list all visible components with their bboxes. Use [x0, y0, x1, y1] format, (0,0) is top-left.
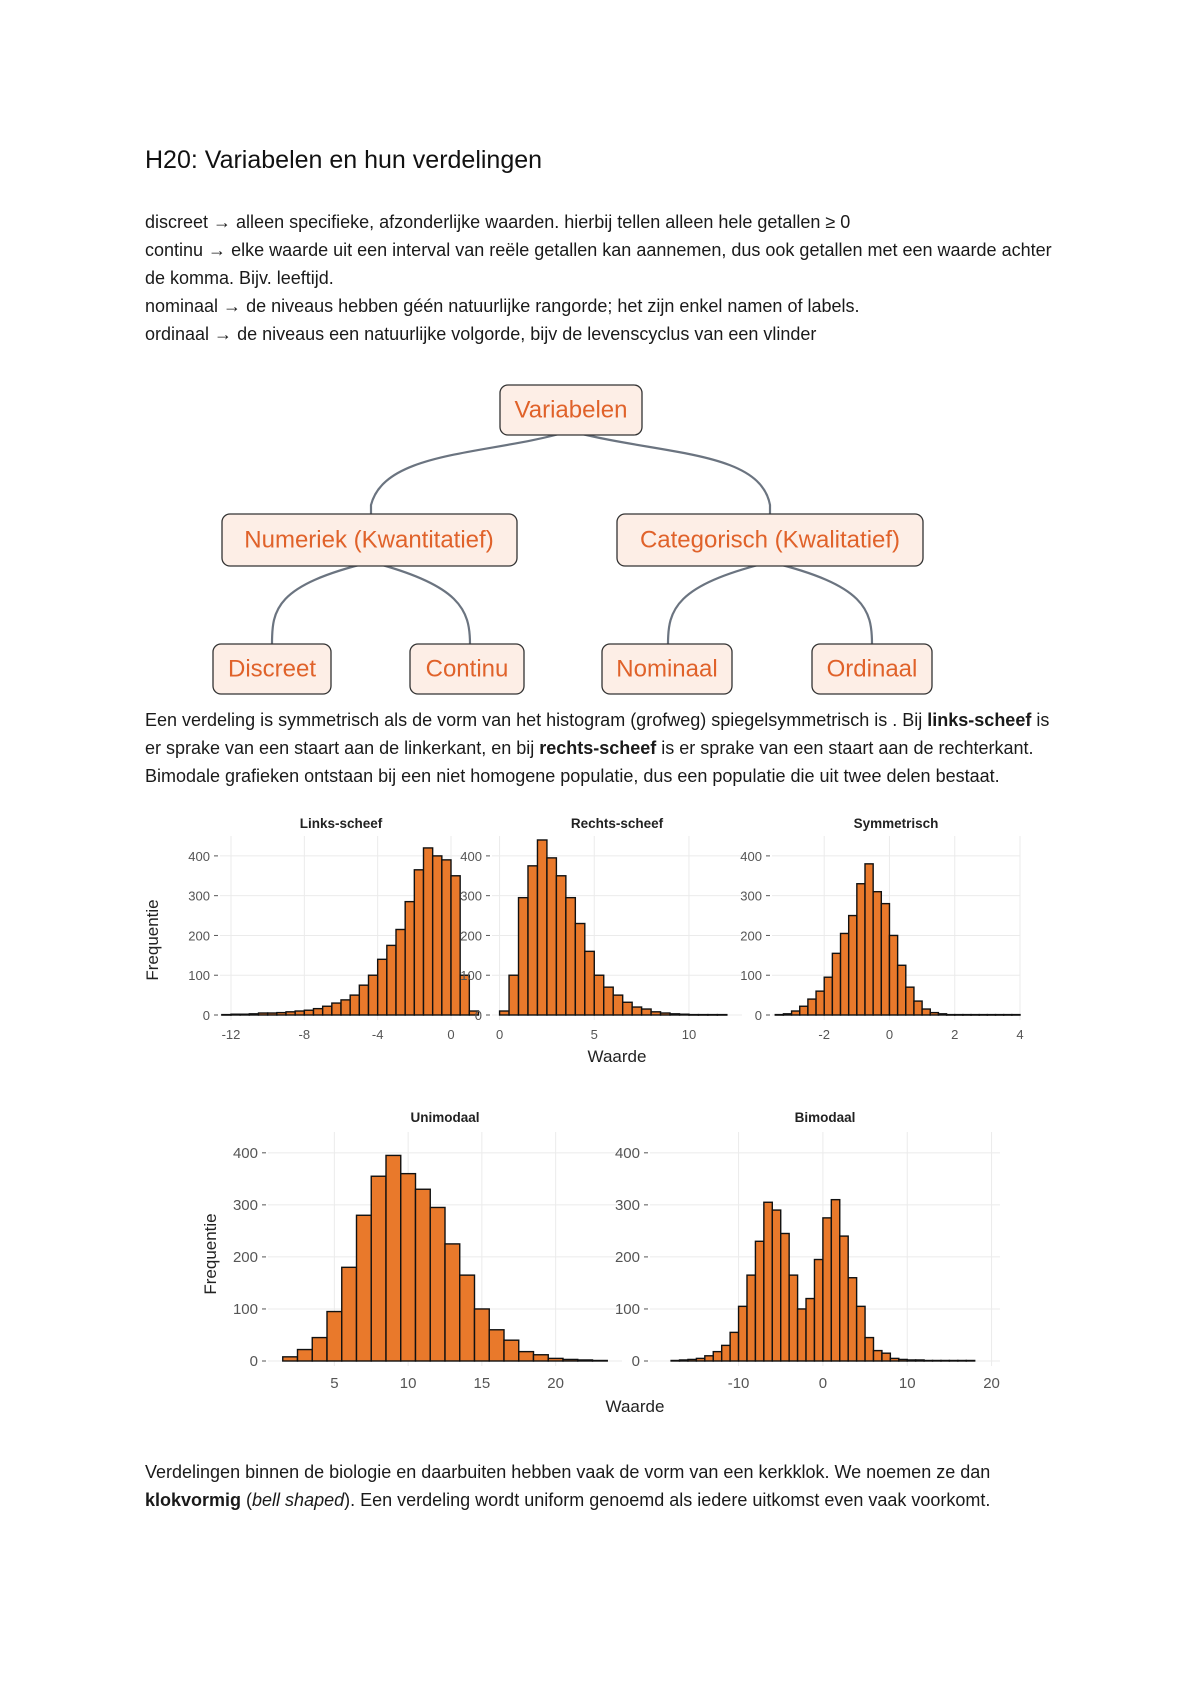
histogram-bar	[489, 1330, 504, 1361]
x-tick-label: 10	[399, 1375, 417, 1392]
paragraph-text: is er sprake van een staart aan de linkerkant, en bij	[145, 710, 1050, 758]
tree-node-label: Numeriek (Kwantitatief)	[244, 526, 494, 554]
histogram-bar	[593, 1360, 608, 1361]
histogram-bar	[696, 1358, 704, 1361]
histogram-bar	[594, 975, 603, 1015]
histogram-bar	[547, 858, 556, 1015]
histogram-bar	[840, 1236, 848, 1361]
bold-term: links-scheef	[927, 710, 1032, 730]
histogram-bar	[359, 985, 368, 1015]
y-tick-label: 200	[740, 928, 762, 944]
y-tick-label: 0	[631, 1353, 640, 1370]
histogram-bar	[857, 884, 865, 1015]
histogram-bar	[312, 1338, 327, 1361]
histogram-bar	[563, 1359, 578, 1361]
histogram-bar	[651, 1012, 660, 1015]
histogram-bar	[823, 1218, 831, 1361]
y-tick-label: 100	[614, 1300, 640, 1318]
histogram-bar	[816, 991, 824, 1015]
histogram-bar	[689, 1015, 698, 1016]
histogram-bar	[747, 1275, 755, 1361]
histogram-bar	[783, 1014, 791, 1015]
histogram-bar	[955, 1015, 963, 1016]
histogram-bar	[585, 951, 594, 1015]
y-tick-label: 100	[740, 968, 762, 984]
y-tick-label: 300	[188, 888, 210, 904]
histogram-bar	[680, 1360, 688, 1361]
histogram-bar	[890, 1358, 898, 1361]
histogram-bar	[378, 959, 387, 1015]
histogram-bar	[708, 1015, 717, 1016]
histogram-bar	[881, 904, 889, 1015]
x-tick-label: 2	[951, 1027, 959, 1042]
y-tick-label: 300	[740, 888, 762, 904]
y-tick-label: 0	[474, 1008, 482, 1023]
histogram-bar	[548, 1358, 563, 1361]
histogram-bar	[705, 1356, 713, 1361]
histogram-bar	[671, 1360, 679, 1361]
histogram-bar	[623, 1002, 632, 1015]
histogram-bar	[806, 1299, 814, 1361]
histogram-bar	[717, 1015, 726, 1016]
chart-title: Bimodaal	[794, 1110, 856, 1125]
histogram-bar	[882, 1353, 890, 1361]
histogram-bar	[924, 1360, 932, 1361]
histogram-bar	[341, 1000, 350, 1015]
arrow-glyph: →	[208, 212, 237, 232]
tree-node-label: Ordinaal	[826, 655, 918, 683]
histogram-bar	[298, 1350, 313, 1361]
histogram-bar	[808, 999, 816, 1015]
y-tick-label: 0	[754, 1008, 762, 1023]
tree-node-label: Variabelen	[514, 396, 628, 424]
histogram-bar	[500, 1011, 509, 1015]
histogram-bar	[916, 1360, 924, 1361]
y-tick-label: 200	[188, 928, 210, 944]
histogram-bar	[314, 1009, 323, 1015]
histogram-bar	[798, 1309, 806, 1361]
histogram-bar	[938, 1014, 946, 1015]
page-title: H20: Variabelen en hun verdelingen	[145, 146, 543, 174]
histogram-bar	[907, 1360, 915, 1361]
histogram-bar	[971, 1015, 979, 1016]
y-tick-label: 400	[740, 848, 762, 864]
italic-term: bell shaped	[252, 1490, 345, 1510]
tree-node-label: Categorisch (Kwalitatief)	[639, 526, 901, 554]
definition-text: alleen specifieke, afzonderlijke waarden. hierbij tellen alleen hele getallen ≥ 0	[236, 212, 851, 232]
arrow-glyph: →	[203, 240, 232, 260]
histogram-bar	[357, 1215, 372, 1361]
histogram-bar	[387, 945, 396, 1015]
y-tick-label: 400	[614, 1144, 640, 1162]
definition-term: discreet	[145, 212, 209, 232]
x-tick-label: 5	[590, 1027, 598, 1042]
histogram-bar	[661, 1013, 670, 1015]
y-axis-label: Frequentie	[201, 1213, 220, 1295]
x-tick-label: -10	[727, 1375, 750, 1392]
y-tick-label: 100	[460, 968, 482, 984]
y-tick-label: 300	[614, 1196, 640, 1214]
histogram-bar	[792, 1011, 800, 1015]
bold-term: rechts-scheef	[539, 738, 657, 758]
x-axis-label: Waarde	[587, 1047, 647, 1066]
y-tick-label: 300	[232, 1196, 258, 1214]
y-tick-label: 400	[188, 848, 210, 864]
histogram-bar	[259, 1013, 268, 1015]
histogram-bar	[371, 1176, 386, 1361]
histogram-bar	[688, 1359, 696, 1361]
y-tick-label: 0	[249, 1353, 258, 1370]
y-tick-label: 200	[460, 928, 482, 944]
histogram-bar	[509, 975, 518, 1015]
paragraph-text: ). Een verdeling wordt uniform genoemd als iedere uitkomst even vaak voorkomt.	[344, 1490, 991, 1510]
x-tick-label: -4	[371, 1027, 384, 1042]
histogram-bar	[824, 977, 832, 1015]
histogram-bar	[698, 1015, 707, 1016]
histogram-bar	[800, 1006, 808, 1015]
histogram-bar	[414, 870, 423, 1015]
x-tick-label: 0	[818, 1375, 828, 1392]
histogram-bar	[575, 924, 584, 1015]
histogram-bar	[775, 1015, 783, 1016]
histogram-bar	[930, 1013, 938, 1015]
y-tick-label: 0	[202, 1008, 210, 1023]
x-axis-label: Waarde	[605, 1397, 665, 1416]
histogram-bar	[1004, 1015, 1012, 1016]
y-tick-label: 100	[188, 968, 210, 984]
histogram-bar	[922, 1009, 930, 1015]
x-tick-label: 4	[1016, 1027, 1024, 1042]
definition-term: nominaal	[145, 296, 219, 316]
histogram-bar	[401, 1174, 416, 1361]
histogram-bar	[755, 1241, 763, 1361]
histogram-bar	[849, 916, 857, 1015]
y-tick-label: 400	[232, 1144, 258, 1162]
histogram-bar	[445, 1244, 460, 1361]
histogram-bar	[416, 1189, 431, 1361]
x-tick-label: 5	[330, 1375, 339, 1392]
bell-shape-paragraph	[145, 1458, 1065, 1514]
histogram-bar	[519, 898, 528, 1015]
tree-node-label: Continu	[425, 655, 509, 683]
histogram-bar	[277, 1013, 286, 1015]
histogram-bar	[889, 935, 897, 1015]
histogram-bar	[906, 987, 914, 1015]
histogram-bar	[613, 995, 622, 1015]
histogram-bar	[1012, 1015, 1020, 1016]
histogram-bar	[848, 1278, 856, 1361]
histogram-bar	[534, 1355, 549, 1361]
histogram-bar	[898, 965, 906, 1015]
histogram-bar	[405, 902, 414, 1015]
histogram-bar	[396, 929, 405, 1015]
histogram-bar	[342, 1267, 357, 1361]
x-tick-label: 10	[681, 1027, 697, 1042]
y-tick-label: 100	[232, 1300, 258, 1318]
histogram-bar	[460, 1275, 475, 1361]
arrow-glyph: →	[209, 324, 238, 344]
x-tick-label: 0	[447, 1027, 455, 1042]
histogram-bar	[873, 1351, 881, 1361]
histogram-bar	[832, 953, 840, 1015]
histogram-bar	[941, 1360, 949, 1361]
x-tick-label: 0	[885, 1027, 894, 1042]
histogram-bar	[730, 1332, 738, 1361]
histogram-bar	[604, 987, 613, 1015]
x-tick-label: 20	[547, 1375, 564, 1392]
histogram-bar	[504, 1340, 519, 1361]
histogram-bar	[578, 1360, 593, 1361]
histogram-bar	[642, 1009, 651, 1015]
histogram-bar	[963, 1015, 971, 1016]
x-tick-label: 10	[898, 1375, 916, 1392]
histogram-bar	[475, 1309, 490, 1361]
tree-node-label: Nominaal	[616, 655, 718, 683]
histogram-bar	[442, 860, 451, 1015]
histogram-bar	[451, 876, 460, 1015]
definition-text: de niveaus hebben géén natuurlijke rangorde; het zijn enkel namen of labels.	[246, 296, 860, 316]
histogram-bar	[286, 1012, 295, 1015]
histogram-bar	[722, 1345, 730, 1361]
histogram-bar	[764, 1202, 772, 1361]
x-tick-label: -2	[818, 1027, 830, 1042]
x-tick-label: -12	[221, 1027, 241, 1042]
histogram-bar	[632, 1007, 641, 1015]
x-tick-label: -8	[298, 1027, 311, 1042]
histogram-bar	[240, 1014, 249, 1015]
histogram-bar	[433, 856, 442, 1015]
histogram-bar	[231, 1014, 240, 1015]
histogram-bar	[323, 1006, 332, 1015]
y-axis-label: Frequentie	[143, 899, 162, 981]
paragraph-text: Een verdeling is symmetrisch als de vorm van het histogram (grofweg) spiegelsymmetrisch is . Bij	[145, 710, 928, 730]
histogram-bar	[304, 1010, 313, 1015]
histogram-bar	[528, 866, 537, 1015]
histogram-bar	[332, 1003, 341, 1015]
definition-term: ordinaal	[145, 324, 210, 344]
histogram-bar	[268, 1013, 277, 1015]
chart-title: Links-scheef	[299, 816, 383, 831]
histogram-bar	[933, 1360, 941, 1361]
x-tick-label: 20	[983, 1375, 1000, 1392]
histogram-bar	[249, 1014, 258, 1015]
histogram-bar	[222, 1015, 231, 1016]
definition-text: de niveaus een natuurlijke volgorde, bijv de levenscyclus van een vlinder	[237, 324, 817, 344]
histogram-bar	[680, 1014, 689, 1015]
histogram-bar	[987, 1015, 995, 1016]
histogram-bar	[958, 1360, 966, 1361]
histogram-bar	[873, 892, 881, 1015]
paragraph-text: is er sprake van een staart aan de rechterkant. Bimodale grafieken ontstaan bij een niet homogene populatie, dus een populatie die uit twee delen bestaat.	[145, 738, 1034, 786]
paragraph-text: (	[241, 1490, 253, 1510]
histogram-bar	[424, 848, 433, 1015]
histogram-bar	[537, 840, 546, 1015]
definition-term: continu	[145, 240, 204, 260]
chart-title: Rechts-scheef	[570, 816, 664, 831]
histogram-bar	[865, 1338, 873, 1361]
histogram-bar	[947, 1015, 955, 1016]
histogram-bar	[781, 1233, 789, 1361]
histogram-bar	[857, 1306, 865, 1361]
histogram-bar	[369, 975, 378, 1015]
histogram-bar	[519, 1352, 534, 1361]
y-tick-label: 200	[232, 1248, 258, 1266]
histogram-bar	[327, 1312, 342, 1361]
definition-text: elke waarde uit een interval van reële getallen kan aannemen, dus ook getallen met een waarde achter de komma. Bijv. leeftijd.	[145, 240, 1052, 288]
histogram-bar	[996, 1015, 1004, 1016]
paragraph-text: Verdelingen binnen de biologie en daarbuiten hebben vaak de vorm van een kerkklok. We noemen ze dan	[145, 1462, 991, 1482]
x-tick-label: 0	[495, 1027, 504, 1042]
histogram-bar	[949, 1360, 957, 1361]
histogram-bar	[979, 1015, 987, 1016]
histogram-bar	[814, 1260, 822, 1361]
histogram-bar	[739, 1306, 747, 1361]
histogram-bar	[430, 1207, 445, 1361]
histogram-bar	[295, 1011, 304, 1015]
y-tick-label: 300	[460, 888, 482, 904]
histogram-bar	[556, 876, 565, 1015]
histogram-bar	[789, 1275, 797, 1361]
histogram-bar	[914, 1001, 922, 1015]
arrow-glyph: →	[218, 296, 247, 316]
histogram-bar	[713, 1352, 721, 1361]
chart-title: Unimodaal	[410, 1110, 480, 1125]
chart-title: Symmetrisch	[853, 816, 939, 831]
histogram-bar	[966, 1360, 974, 1361]
histogram-bar	[772, 1210, 780, 1361]
tree-node-label: Discreet	[227, 655, 317, 683]
histogram-bar	[865, 864, 873, 1015]
histogram-bar	[670, 1014, 679, 1015]
histogram-bar	[831, 1200, 839, 1361]
x-tick-label: 15	[473, 1375, 491, 1392]
histogram-bar	[566, 898, 575, 1015]
histogram-bar	[841, 933, 849, 1015]
histogram-bar	[386, 1155, 401, 1361]
histogram-bar	[350, 995, 359, 1015]
histogram-bar	[899, 1359, 907, 1361]
bold-term: klokvormig	[145, 1490, 242, 1510]
y-tick-label: 400	[460, 848, 482, 864]
y-tick-label: 200	[614, 1248, 640, 1266]
histogram-bar	[283, 1357, 298, 1361]
